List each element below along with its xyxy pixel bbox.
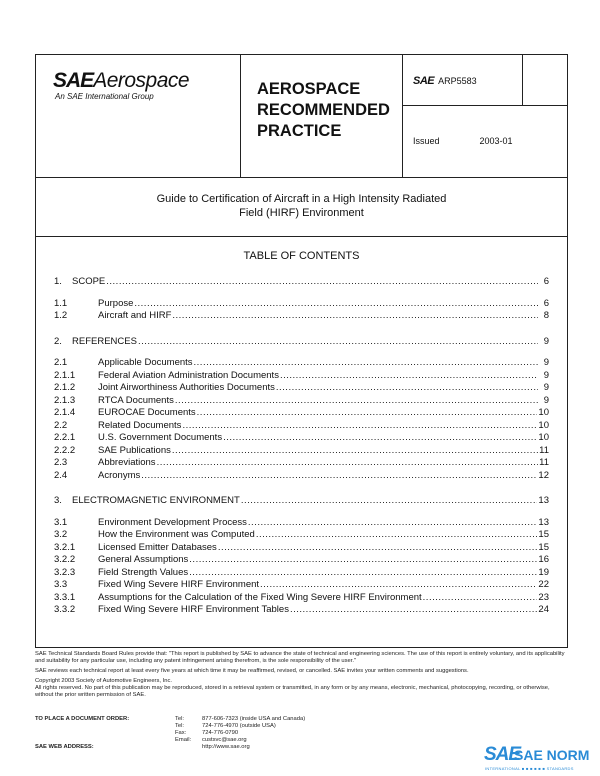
toc-entry-page: 19 <box>538 566 549 578</box>
toc-entry-page: 13 <box>538 516 549 528</box>
toc-entry-number: 3.2 <box>54 529 68 540</box>
toc-entry[interactable] <box>54 529 549 542</box>
toc-entry-number: 3.1 <box>54 516 68 528</box>
toc-entry-number: 2.4 <box>54 469 68 481</box>
toc-entry-number: 1.1 <box>54 297 68 309</box>
toc-entry-page: 12 <box>538 469 549 481</box>
issued-date: Issued 2003-01 <box>413 136 513 146</box>
toc-entry-number: 2.2.2 <box>54 444 76 456</box>
table-of-contents <box>54 276 549 617</box>
toc-entry-label: Fixed Wing Severe HIRF Environment Tables <box>98 604 289 615</box>
toc-entry-number: 2.1.3 <box>54 394 76 406</box>
toc-leader-dots <box>197 407 538 420</box>
toc-entry-label: SCOPE <box>72 276 106 287</box>
toc-entry-page: 24 <box>538 604 549 615</box>
toc-entry[interactable] <box>54 370 549 383</box>
toc-entry-label: Related Documents <box>98 419 182 431</box>
toc-entry-label: RTCA Documents <box>98 394 174 406</box>
toc-leader-dots <box>194 357 538 370</box>
toc-entry-label: Aircraft and HIRF <box>98 310 172 321</box>
toc-entry-label: Licensed Emitter Databases <box>98 541 217 553</box>
toc-leader-dots <box>276 382 538 395</box>
toc-entry[interactable] <box>54 542 549 555</box>
toc-leader-dots <box>138 336 538 349</box>
toc-leader-dots <box>134 298 538 311</box>
toc-entry[interactable] <box>54 604 549 617</box>
toc-entry-label: SAE Publications <box>98 444 171 456</box>
toc-entry[interactable] <box>54 445 549 458</box>
toc-entry-number: 3. <box>54 495 62 506</box>
toc-entry[interactable] <box>54 432 549 445</box>
toc-entry[interactable] <box>54 310 549 323</box>
toc-entry-label: Applicable Documents <box>98 357 193 368</box>
toc-entry-page: 6 <box>543 276 549 287</box>
toc-entry-page: 15 <box>538 529 549 540</box>
toc-entry-label: General Assumptions <box>98 554 189 565</box>
toc-leader-dots <box>175 395 538 408</box>
toc-entry[interactable] <box>54 336 549 349</box>
toc-entry-number: 1.2 <box>54 310 68 321</box>
toc-entry-number: 3.3 <box>54 579 68 590</box>
toc-entry[interactable] <box>54 579 549 592</box>
toc-entry-page: 23 <box>538 591 549 603</box>
toc-leader-dots <box>157 457 538 470</box>
toc-leader-dots <box>241 495 538 508</box>
toc-entry-label: Purpose <box>98 297 134 309</box>
toc-entry-page: 22 <box>538 579 549 590</box>
toc-entry-label: Acronyms <box>98 469 141 481</box>
toc-leader-dots <box>223 432 537 445</box>
toc-entry-number: 2.2 <box>54 419 68 431</box>
footer-notice: SAE Technical Standards Board Rules provide that: "This report is published by SAE to advance the state of technical and engineering sciences. The use of this report is entirely voluntary, and its applicability and suitability for any particular use, including any patent infringement arising therefrom, is the sole responsibility of the user." SAE reviews each technical report at least every five years at which time it may be reaffirmed, revised, or cancelled. SAE invites your written comments and suggestions. Copyright 2003 Society of Automotive Engineers, Inc. All rights reserved. No part of this publication may be reproduced, stored in a retrieval system or transmitted, in any form or by any means, electronic, mechanical, photocopying, recording, or otherwise, without the prior written permission of SAE. <box>35 651 565 698</box>
toc-entry-number: 2.3 <box>54 457 68 468</box>
toc-entry-page: 8 <box>543 310 549 321</box>
toc-entry-number: 3.3.2 <box>54 604 76 615</box>
toc-entry[interactable] <box>54 470 549 483</box>
toc-entry-number: 2.1 <box>54 357 68 368</box>
toc-entry-number: 2.1.1 <box>54 369 76 381</box>
toc-entry[interactable] <box>54 357 549 370</box>
document-type: AEROSPACE RECOMMENDED PRACTICE <box>257 80 390 140</box>
toc-leader-dots <box>141 470 537 483</box>
toc-entry[interactable] <box>54 567 549 580</box>
toc-entry[interactable] <box>54 495 549 508</box>
web-link[interactable]: http://www.sae.org <box>202 744 250 750</box>
toc-entry[interactable] <box>54 395 549 408</box>
toc-leader-dots <box>189 554 537 567</box>
toc-entry-number: 3.2.1 <box>54 541 76 553</box>
toc-entry-number: 3.2.2 <box>54 554 76 565</box>
toc-entry[interactable] <box>54 382 549 395</box>
toc-leader-dots <box>172 310 538 323</box>
toc-entry[interactable] <box>54 592 549 605</box>
toc-entry-number: 2. <box>54 335 62 347</box>
toc-entry-label: Environment Development Process <box>98 516 247 528</box>
toc-entry-page: 9 <box>543 369 549 381</box>
toc-entry-page: 9 <box>543 394 549 406</box>
toc-heading: TABLE OF CONTENTS <box>243 250 360 262</box>
toc-entry-page: 11 <box>539 444 549 456</box>
sae-aerospace-logo: SAEAerospace An SAE International Group <box>53 69 190 101</box>
toc-leader-dots <box>256 529 538 542</box>
toc-entry-label: ELECTROMAGNETIC ENVIRONMENT <box>72 495 240 506</box>
toc-entry[interactable] <box>54 457 549 470</box>
email-link[interactable]: custsvc@sae.org <box>202 737 247 743</box>
toc-entry-number: 2.2.1 <box>54 432 76 443</box>
toc-entry-label: Assumptions for the Calculation of the Fixed Wing Severe HIRF Environment <box>98 591 422 603</box>
toc-entry-page: 10 <box>538 407 549 418</box>
toc-leader-dots <box>172 445 538 458</box>
toc-leader-dots <box>260 579 537 592</box>
toc-entry-label: EUROCAE Documents <box>98 407 196 418</box>
toc-entry[interactable] <box>54 407 549 420</box>
toc-entry-label: How the Environment was Computed <box>98 529 255 540</box>
toc-entry[interactable] <box>54 276 549 289</box>
document-title: Guide to Certification of Aircraft in a High Intensity Radiated Field (HIRF) Environment <box>156 193 447 219</box>
toc-leader-dots <box>218 542 538 555</box>
toc-entry-page: 9 <box>543 382 549 393</box>
toc-leader-dots <box>182 420 537 433</box>
toc-entry-label: Joint Airworthiness Authorities Documents <box>98 382 275 393</box>
sae-norm-watermark: SAE SAE NORM INTERNATIONAL ■ ■ ■ ■ ■ ■ STANDARDS <box>484 744 590 771</box>
toc-entry-label: REFERENCES <box>72 335 137 347</box>
toc-leader-dots <box>106 276 538 289</box>
toc-entry-number: 1. <box>54 276 62 287</box>
toc-entry[interactable] <box>54 554 549 567</box>
toc-entry-label: U.S. Government Documents <box>98 432 223 443</box>
toc-entry-page: 16 <box>538 554 549 565</box>
toc-entry-page: 15 <box>538 541 549 553</box>
toc-entry-number: 2.1.4 <box>54 407 76 418</box>
header-block <box>36 55 567 178</box>
toc-leader-dots <box>423 592 538 605</box>
toc-leader-dots <box>189 567 537 580</box>
toc-leader-dots <box>248 517 538 530</box>
toc-entry-page: 10 <box>538 432 549 443</box>
toc-entry-page: 11 <box>539 457 549 468</box>
toc-leader-dots <box>290 604 537 617</box>
toc-entry[interactable] <box>54 420 549 433</box>
toc-entry-page: 13 <box>538 495 549 506</box>
toc-entry-page: 6 <box>543 297 549 309</box>
toc-entry[interactable] <box>54 517 549 530</box>
toc-entry-page: 9 <box>543 335 549 347</box>
toc-entry-number: 3.3.1 <box>54 591 76 603</box>
toc-entry-page: 9 <box>543 357 549 368</box>
toc-entry[interactable] <box>54 298 549 311</box>
toc-entry-label: Abbreviations <box>98 457 156 468</box>
toc-entry-label: Federal Aviation Administration Documents <box>98 369 279 381</box>
toc-entry-page: 10 <box>538 419 549 431</box>
toc-entry-label: Fixed Wing Severe HIRF Environment <box>98 579 260 590</box>
document-number: SAE ARP5583 <box>413 75 477 87</box>
toc-entry-number: 2.1.2 <box>54 382 76 393</box>
toc-leader-dots <box>280 370 538 383</box>
document-page <box>35 54 568 648</box>
toc-entry-number: 3.2.3 <box>54 566 76 578</box>
toc-entry-label: Field Strength Values <box>98 566 189 578</box>
